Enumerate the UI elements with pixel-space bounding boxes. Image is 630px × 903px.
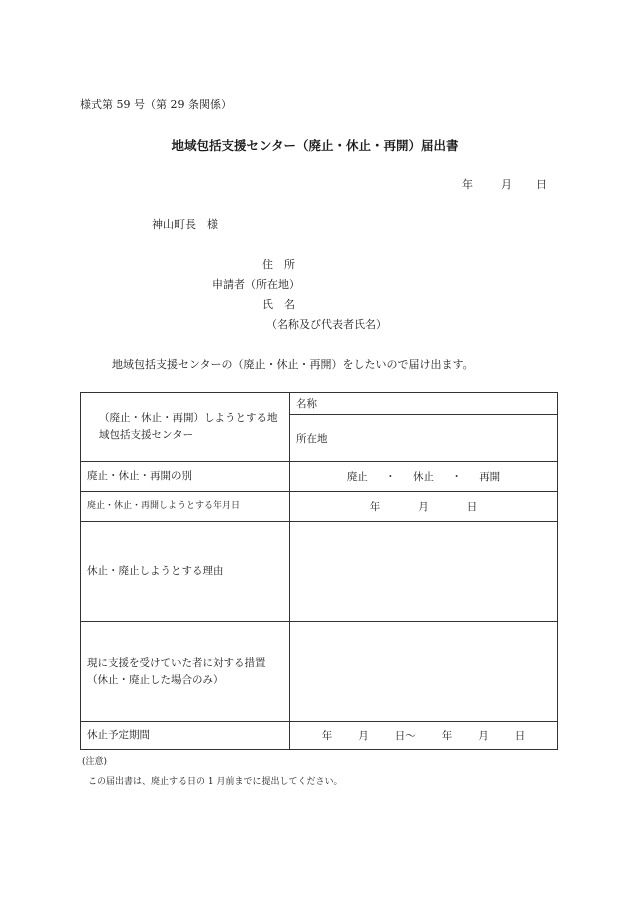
date-field-year: 年 — [369, 501, 381, 513]
notes-body: この届出書は、廃止する日の 1 月前までに提出してください。 — [88, 777, 343, 787]
period-end-day: 日 — [514, 730, 526, 742]
document-title: 地域包括支援センター（廃止・休止・再開）届出書 — [171, 138, 459, 153]
center-name-field[interactable] — [290, 393, 558, 415]
intro-text: 地域包括支援センターの（廃止・休止・再開）をしたいので届け出ます。 — [112, 358, 474, 371]
table-row — [81, 622, 558, 722]
date-field-day: 日 — [466, 501, 478, 513]
measures-field[interactable] — [290, 622, 558, 722]
center-name-label: 名称 — [296, 398, 317, 410]
center-address-label: 所在地 — [296, 432, 328, 445]
table-row — [81, 462, 558, 492]
table-row — [81, 522, 558, 622]
date-label: 廃止・休止・再開しようとする年月日 — [81, 492, 290, 522]
date-month: 月 — [501, 178, 512, 191]
period-end-month: 月 — [478, 730, 489, 742]
center-label-text: （廃止・休止・再開）しようとする地域包括支援センター — [99, 412, 278, 441]
option-resume[interactable]: 再開 — [479, 471, 501, 483]
form-number: 様式第 59 号（第 29 条関係） — [80, 98, 232, 111]
name-label: 氏 名 — [262, 298, 295, 311]
reason-label: 休止・廃止しようとする理由 — [81, 522, 290, 622]
option-abolish[interactable]: 廃止 — [346, 471, 368, 483]
addressee: 神山町長 様 — [152, 218, 218, 231]
submission-date — [462, 176, 547, 192]
measures-label: 現に支援を受けていた者に対する措置（休止・廃止した場合のみ） — [81, 622, 290, 722]
option-suspend[interactable]: 休止 — [413, 471, 434, 483]
notification-table — [80, 392, 558, 750]
notes-title: (注意) — [82, 757, 108, 767]
date-year: 年 — [462, 178, 473, 191]
period-start-day: 日〜 — [394, 730, 416, 742]
period-label: 休止予定期間 — [81, 722, 290, 750]
applicant-label: 申請者（所在地） — [212, 278, 300, 291]
type-options — [290, 462, 558, 492]
center-address-field[interactable] — [290, 415, 558, 462]
date-field[interactable] — [290, 492, 558, 522]
name-note: （名称及び代表者氏名） — [266, 318, 387, 331]
period-end-year: 年 — [441, 730, 453, 742]
option-separator: ・ — [451, 471, 462, 483]
table-row — [81, 492, 558, 522]
period-field[interactable] — [290, 722, 558, 750]
period-start-month: 月 — [358, 730, 369, 742]
table-row — [81, 393, 558, 415]
table-row — [81, 722, 558, 750]
period-start-year: 年 — [321, 730, 333, 742]
option-separator: ・ — [385, 471, 396, 483]
reason-field[interactable] — [290, 522, 558, 622]
date-field-month: 月 — [418, 501, 429, 513]
center-label — [81, 393, 290, 462]
type-label: 廃止・休止・再開の別 — [81, 462, 290, 492]
date-day: 日 — [536, 178, 547, 191]
address-label: 住 所 — [262, 258, 295, 271]
